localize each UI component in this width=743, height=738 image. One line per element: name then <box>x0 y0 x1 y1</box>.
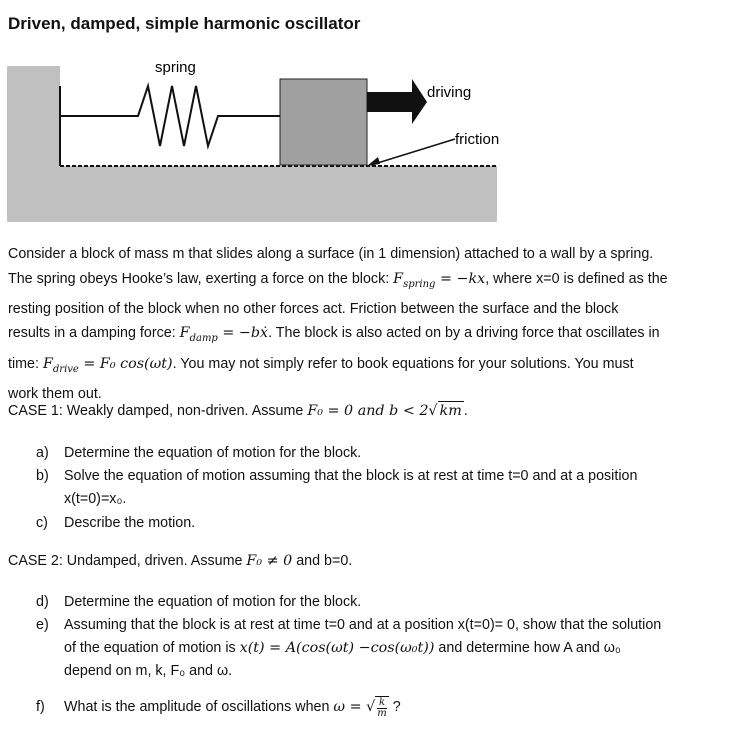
page-title: Driven, damped, simple harmonic oscillator <box>8 14 361 33</box>
intro-line-5: time: $F_{drive} = F_0$ cos(ωt). You may not simply refer to book equations for your solutions. You must <box>8 355 634 375</box>
friction-label: friction <box>455 131 500 148</box>
driving-label: driving <box>427 84 472 101</box>
block <box>280 79 367 165</box>
spring-label: spring <box>155 59 196 76</box>
intro-line-3: resting position of the block when no other forces act. Friction between the surface and the block <box>8 300 619 317</box>
case1-heading: CASE 1: Weakly damped, non-driven. Assume F₀ = 0 and b < 2√ km . <box>8 403 468 419</box>
intro-line-2: The spring obeys Hooke’s law, exerting a force on the block: $F_{spring} = -kx$, where x=0 is defined as the <box>8 270 668 290</box>
intro-line-1: Consider a block of mass m that slides along a surface (in 1 dimension) attached to a wall by a spring. <box>8 246 654 262</box>
intro-paragraph <box>8 242 732 407</box>
intro-line-6: work them out. <box>8 386 102 403</box>
oscillator-diagram <box>0 0 743 238</box>
case2-heading: CASE 2: Undamped, driven. Assume F₀ ≠ 0 and b=0. <box>8 553 353 569</box>
intro-line-4: results in a damping force: $F_{damp}$ = −bẋ. The block is also acted on by a driving force that oscillates in <box>8 325 660 345</box>
